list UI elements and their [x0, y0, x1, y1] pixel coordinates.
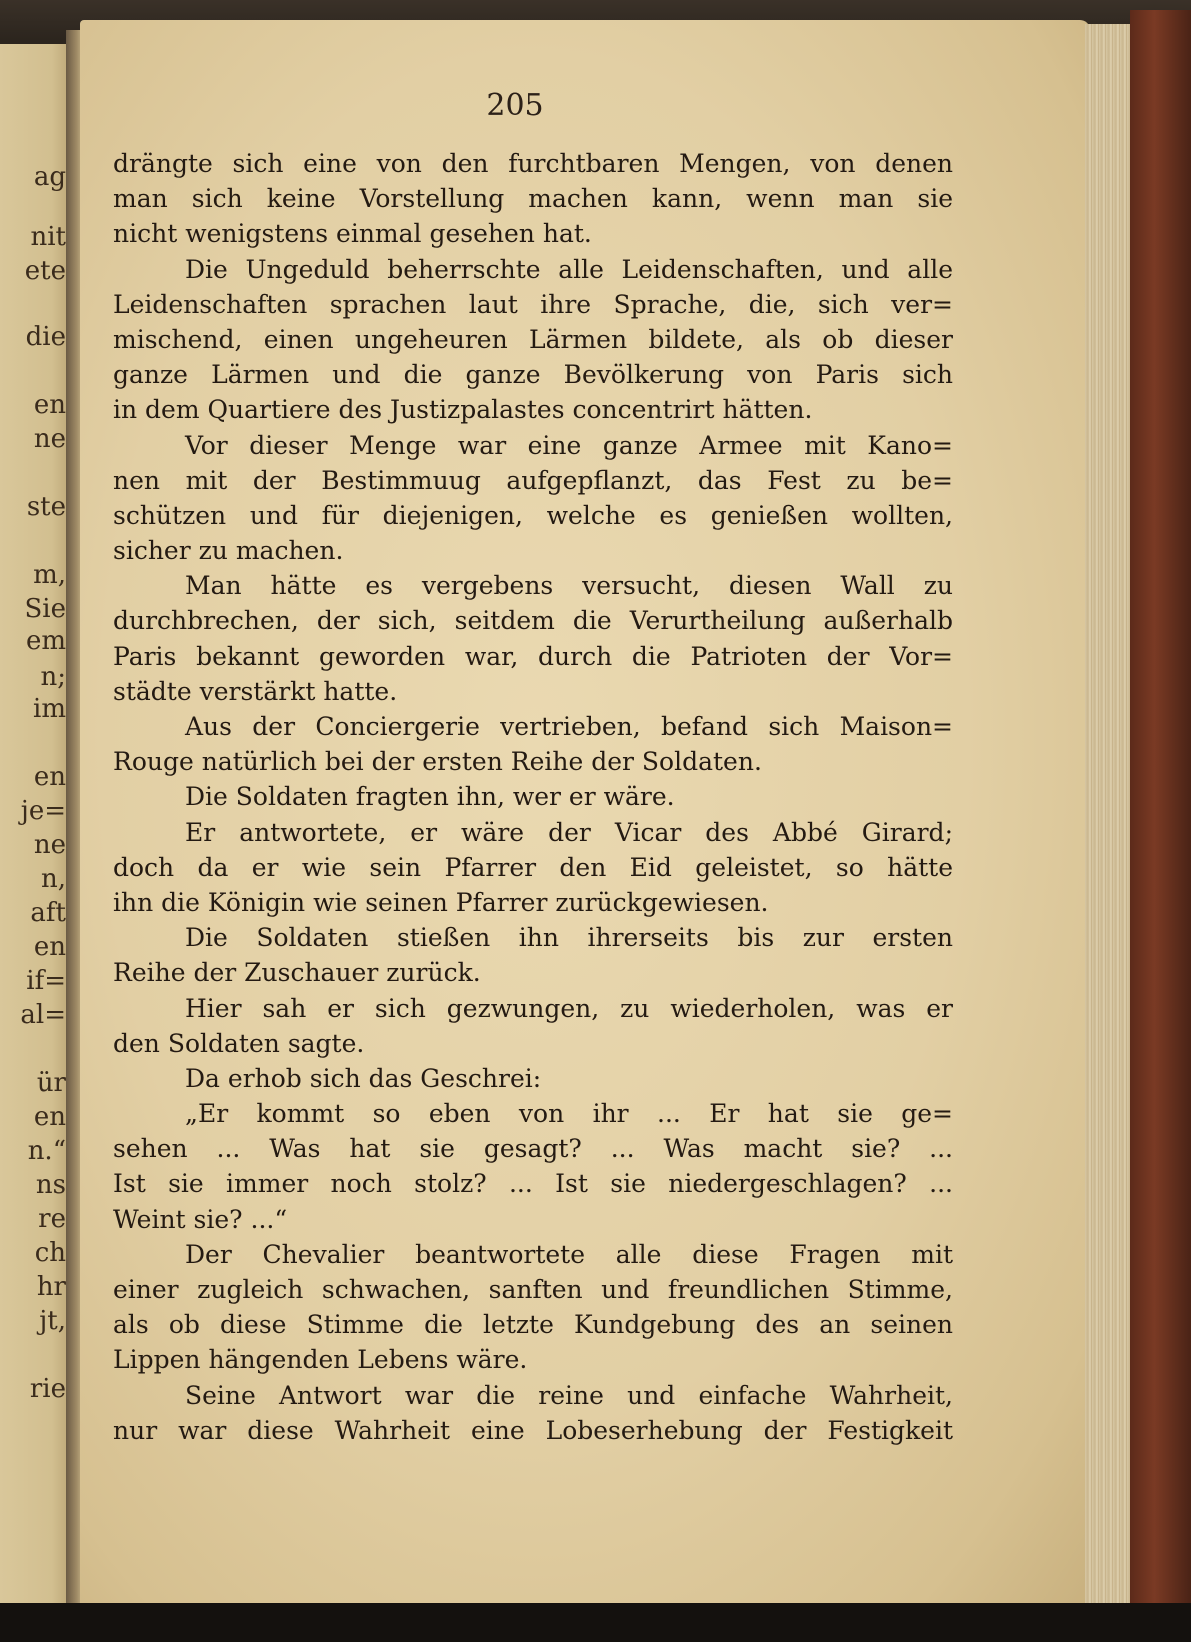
- left-page-fragment: n,: [40, 864, 66, 894]
- text-line: ganze Lärmen und die ganze Bevölkerung von Paris sich: [113, 360, 953, 390]
- left-page-edge: [0, 44, 74, 1604]
- left-page-fragment: rie: [29, 1374, 66, 1404]
- left-page-fragment: m,: [33, 560, 66, 590]
- text-line: Vor dieser Menge war eine ganze Armee mit Kano=: [185, 430, 953, 460]
- text-line: einer zugleich schwachen, sanften und freundlichen Stimme,: [113, 1275, 953, 1304]
- left-page-fragment: im: [33, 694, 66, 724]
- page-block-edges: [1085, 24, 1136, 1604]
- scan-bottom-band: [0, 1603, 1191, 1642]
- left-page-fragment: ne: [33, 424, 66, 454]
- text-line: Ist sie immer noch stolz? ... Ist sie niedergeschlagen? ...: [113, 1169, 953, 1199]
- left-page-fragment: Sie: [24, 594, 66, 624]
- text-line: Die Ungeduld beherrschte alle Leidenschaften, und alle: [185, 254, 953, 284]
- left-page-fragment: if=: [26, 966, 66, 996]
- text-line: „Er kommt so eben von ihr ... Er hat sie ge=: [185, 1099, 953, 1129]
- left-page-fragment: ne: [33, 830, 66, 860]
- text-line: nicht wenigstens einmal gesehen hat.: [113, 219, 592, 249]
- text-line: man sich keine Vorstellung machen kann, wenn man sie: [113, 184, 953, 214]
- left-page-fragment: en: [33, 390, 66, 420]
- text-line: Weint sie? ...“: [113, 1204, 288, 1234]
- text-line: nur war diese Wahrheit eine Lobeserhebung der Festigkeit: [113, 1415, 953, 1445]
- left-page-fragment: en: [33, 932, 66, 962]
- text-line: Aus der Conciergerie vertrieben, befand sich Maison=: [185, 712, 953, 741]
- text-line: Da erhob sich das Geschrei:: [185, 1063, 542, 1093]
- text-line: ihn die Königin wie seinen Pfarrer zurückgewiesen.: [113, 887, 769, 917]
- left-page-fragment: ste: [26, 492, 66, 522]
- text-line: Reihe der Zuschauer zurück.: [113, 958, 481, 988]
- text-line: Man hätte es vergebens versucht, diesen Wall zu: [185, 571, 953, 601]
- text-line: nen mit der Bestimmuug aufgepflanzt, das Fest zu be=: [113, 465, 953, 495]
- text-line: sehen ... Was hat sie gesagt? ... Was macht sie? ...: [113, 1134, 953, 1164]
- text-line: städte verstärkt hatte.: [113, 676, 398, 706]
- left-page-fragment: al=: [20, 1000, 66, 1030]
- text-line: Die Soldaten fragten ihn, wer er wäre.: [185, 782, 675, 812]
- text-line: Seine Antwort war die reine und einfache Wahrheit,: [185, 1380, 953, 1410]
- text-line: in dem Quartiere des Justizpalastes concentrirt hätten.: [113, 395, 813, 425]
- book-cover-edge: [1130, 10, 1191, 1620]
- left-page-fragment: em: [25, 626, 66, 656]
- text-line: Paris bekannt geworden war, durch die Patrioten der Vor=: [113, 641, 953, 671]
- text-line: mischend, einen ungeheuren Lärmen bildete, als ob dieser: [113, 324, 953, 354]
- left-page-fragment: n;: [40, 662, 66, 692]
- left-page-fragment: je=: [20, 796, 66, 826]
- left-page-fragment: nit: [30, 222, 66, 252]
- text-line: Leidenschaften sprachen laut ihre Sprache, die, sich ver=: [113, 289, 953, 319]
- text-line: Er antwortete, er wäre der Vicar des Abbé Girard;: [185, 817, 953, 847]
- text-line: Lippen hängenden Lebens wäre.: [113, 1345, 528, 1375]
- left-page-fragment: aft: [30, 898, 66, 928]
- text-line: den Soldaten sagte.: [113, 1028, 365, 1058]
- body-text: [113, 146, 953, 1448]
- left-page-fragment: re: [38, 1204, 66, 1234]
- text-line: Die Soldaten stießen ihn ihrerseits bis zur ersten: [185, 923, 953, 953]
- left-page-fragment: jt,: [39, 1306, 66, 1336]
- text-line: drängte sich eine von den furchtbaren Mengen, von denen: [113, 149, 953, 178]
- text-line: Rouge natürlich bei der ersten Reihe der Soldaten.: [113, 747, 762, 777]
- text-line: doch da er wie sein Pfarrer den Eid geleistet, so hätte: [113, 852, 953, 882]
- left-page-fragment: die: [25, 322, 66, 352]
- text-line: Der Chevalier beantwortete alle diese Fragen mit: [185, 1239, 953, 1269]
- text-line: durchbrechen, der sich, seitdem die Verurtheilung außerhalb: [113, 606, 953, 636]
- left-page-fragment: en: [33, 1102, 66, 1132]
- left-page-fragment: ag: [33, 162, 66, 192]
- text-line: Hier sah er sich gezwungen, zu wiederholen, was er: [185, 993, 953, 1023]
- text-line: als ob diese Stimme die letzte Kundgebung des an seinen: [113, 1310, 953, 1340]
- text-line: sicher zu machen.: [113, 536, 344, 566]
- left-page-fragment: en: [33, 762, 66, 792]
- left-page-fragment: ch: [34, 1238, 66, 1268]
- left-page-fragment: ete: [24, 256, 66, 286]
- left-page-fragment: hr: [36, 1272, 66, 1302]
- left-page-fragment: n.“: [27, 1136, 66, 1166]
- page-number: 205: [486, 88, 544, 123]
- left-page-fragment: ns: [35, 1170, 66, 1200]
- left-page-fragment: ür: [36, 1068, 66, 1098]
- text-line: schützen und für diejenigen, welche es genießen wollten,: [113, 500, 953, 530]
